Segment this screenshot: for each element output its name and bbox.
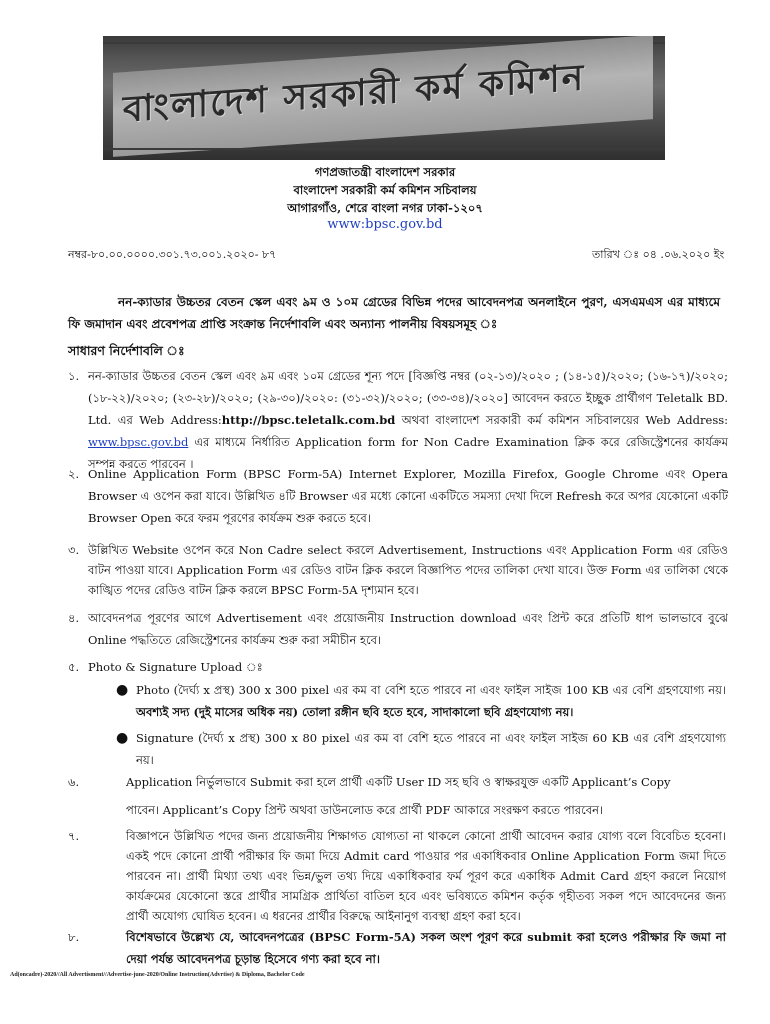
item-text: বিশেষভাবে উল্লেখ্য যে, আবেদনপত্রের (BPSC Form-5A) সকল অংশ পূরণ করে submit করা হলেও পরীক্ষার ফি জমা না দেয়া পর্যন্ত আবেদনপত্র চূড়ান্ত হিসেবে গণ্য করা হবে না। [126,930,726,966]
photo-requirement-bullet [116,679,726,723]
item-number: ১. [68,369,80,383]
item-text: Application নির্ভুলভাবে Submit করা হলে প্রার্থী একটি User ID সহ ছবি ও স্বাক্ষরযুক্ত একটি Applicant’s Copy [126,775,671,789]
item-number: ২. [68,467,80,481]
instruction-item-7 [68,826,726,926]
memo-number: নম্বর-৮০.০০.০০০০.৩০১.৭৩.০০১.২০২০- ৮৭ [68,248,277,261]
sign-text: বাংলাদেশ সরকারী কর্ম কমিশন [123,57,586,131]
photo-divider [103,148,665,150]
bullet-text: Signature (দৈর্ঘ্য x প্রস্থ) 300 x 80 pixel এর কম বা বেশি হতে পারবে না এবং ফাইল সাইজ 60 KB এর বেশি গ্রহণযোগ্য নয়। [136,731,726,767]
instruction-item-3 [68,540,728,600]
item-text: Photo & Signature Upload ঃ [88,660,263,674]
instruction-item-8 [68,926,726,970]
instruction-item-4 [68,607,728,651]
item-text: বিজ্ঞাপনে উল্লিখিত পদের জন্য প্রয়োজনীয় শিক্ষাগত যোগ্যতা না থাকলে কোনো প্রার্থী আবেদন করার যোগ্য বলে বিবেচিত হবেনা। একই পদে কোনো প্রার্থী পরীক্ষার ফি জমা দিয়ে Admit card পাওয়ার পর একাধিকবার Online Application Form জমা দিতে পারবেন না। প্রার্থী মিথ্যা তথ্য এবং ভিন্ন/ভুল তথ্য দিয়ে একাধিকবার ফর্ম পূরণ করে একাধিক Admit Card গ্রহণ করলে নিয়োগ কার্যক্রমের যেকোনো স্তরে প্রার্থীর সামগ্রিক প্রার্থিতা বাতিল হবে এবং ভবিষ্যতে কমিশন কর্তৃক গৃহীতব্য সকল পদে আবেদনের জন্য প্রার্থী অযোগ্য ঘোষিত হবেন। এ ধরনের প্রার্থীর বিরুদ্ধে আইনানুগ ব্যবস্থা গ্রহণ করা হবে। [126,829,726,923]
section-title: সাধারণ নির্দেশাবলি ঃ [68,343,185,358]
item-text: নন-ক্যাডার উচ্চতর বেতন স্কেল এবং ৯ম এবং ১০ম গ্রেডের শূন্য পদে [বিজ্ঞপ্তি নম্বর (০২-১৩)/২০২০ ; (১৪-১৫)/২০২০; (১৬-১৭)/২০২০; (১৮-২২)/২০২০; (২৩-২৮)/২০২০; (২৯-৩০)/২০২০: (৩১-৩২)/২০২০; (৩৩-৩৪)/২০২০] আবেদন করতে ইচ্ছুক প্রার্থীগণ Teletalk BD. Ltd. এর Web Address: [88,369,728,427]
item-number: ৮. [68,930,80,944]
item-text: আবেদনপত্র পূরণের আগে Advertisement এবং প্রয়োজনীয় Instruction download এবং প্রিন্ট করে প্রতিটি ধাপ ভালভাবে বুঝে Online পদ্ধতিতে রেজিস্ট্রেশনের কার্যক্রম শুরু করা সমীচীন হবে। [88,611,728,647]
bullet-dot-icon: ● [116,682,129,698]
signature-requirement-bullet [116,727,726,771]
item-number: ৪. [68,611,80,625]
bullet-dot-icon: ● [116,730,129,746]
footer-filepath: Ad(oncadre)-2020//All Advertisment//Advertise-june-2020/Online Instruction(Advrtise) & Diploma, Bachelor Code [10,972,305,978]
item-number: ৫. [68,660,80,674]
instruction-item-2 [68,463,728,529]
memo-date: তারিখ ঃ ০৪ .০৬.২০২০ ইং [592,248,725,261]
header-secretariat: বাংলাদেশ সরকারী কর্ম কমিশন সচিবালয় [293,183,477,197]
item-text: Online Application Form (BPSC Form-5A) Internet Explorer, Mozilla Firefox, Google Chrome এবং Opera Browser এ ওপেন করা যাবে। উল্লিখিত ৪টি Browser এর মধ্যে কোনো একটিতে সমস্যা দেখা দিলে Refresh করে অপর যেকোনো একটি Browser Open করে ফরম পূরণের কার্যক্রম শুরু করতে হবে। [88,467,728,525]
bullet-text-bold: অবশ্যই সদ্য (দুই মাসের অধিক নয়) তোলা রঙ্গীন ছবি হতে হবে, সাদাকালো ছবি গ্রহণযোগ্য নয়। [136,705,574,719]
instruction-item-1 [68,365,728,475]
signboard-photo [103,36,665,160]
teletalk-url[interactable]: http://bpsc.teletalk.com.bd [221,413,396,427]
bullet-text: Photo (দৈর্ঘ্য x প্রস্থ) 300 x 300 pixel এর কম বা বেশি হতে পারবে না এবং ফাইল সাইজ 100 KB এর বেশি গ্রহণযোগ্য নয়। [136,683,726,697]
item-number: ৭. [68,829,80,843]
header-website[interactable]: www:bpsc.gov.bd [327,217,443,232]
subject-heading: নন-ক্যাডার উচ্চতর বেতন স্কেল এবং ৯ম ও ১০ম গ্রেডের বিভিন্ন পদের আবেদনপত্র অনলাইনে পুরণ, এসএমএস এর মাধ্যমে ফি জমাদান এবং প্রবেশপত্র প্রাপ্তি সংক্রান্ত নির্দেশাবলি এবং অন্যান্য পালনীয় বিষয়সমূহ ঃ [68,295,720,331]
item-text: পাবেন। Applicant’s Copy প্রিন্ট অথবা ডাউনলোড করে প্রার্থী PDF আকারে সংরক্ষণ করতে পারবেন। [126,803,604,817]
bpsc-url-link[interactable]: www.bpsc.gov.bd [88,435,189,449]
instruction-item-5 [68,656,728,678]
item-text: উল্লিখিত Website ওপেন করে Non Cadre select করলে Advertisement, Instructions এবং Application Form এর রেডিও বাটন পাওয়া যাবে। Application Form এর রেডিও বাটন ক্লিক করলে বিজ্ঞাপিত পদের তালিকা দেখা যাবে। উক্ত Form এর তালিকা থেকে কাঙ্খিত পদের রেডিও বাটন ক্লিক করলে BPSC Form-5A দৃশ্যমান হবে। [88,543,728,597]
item-text: অথবা বাংলাদেশ সরকারী কর্ম কমিশন সচিবালয়ের Web Address: [395,413,728,427]
header-government: গণপ্রজাতন্ত্রী বাংলাদেশ সরকার [314,165,456,179]
item-number: ৩. [68,543,80,557]
item-number: ৬. [68,775,80,789]
item-text: এর মাধ্যমে নির্ধারিত Application form for Non Cadre Examination ক্লিক করে রেজিস্ট্রেশনের কার্যক্রম সম্পন্ন করতে পারবেন । [88,435,728,471]
header-address: আগারগাঁও, শেরে বাংলা নগর ঢাকা-১২০৭ [287,201,483,215]
instruction-item-6 [68,770,726,823]
